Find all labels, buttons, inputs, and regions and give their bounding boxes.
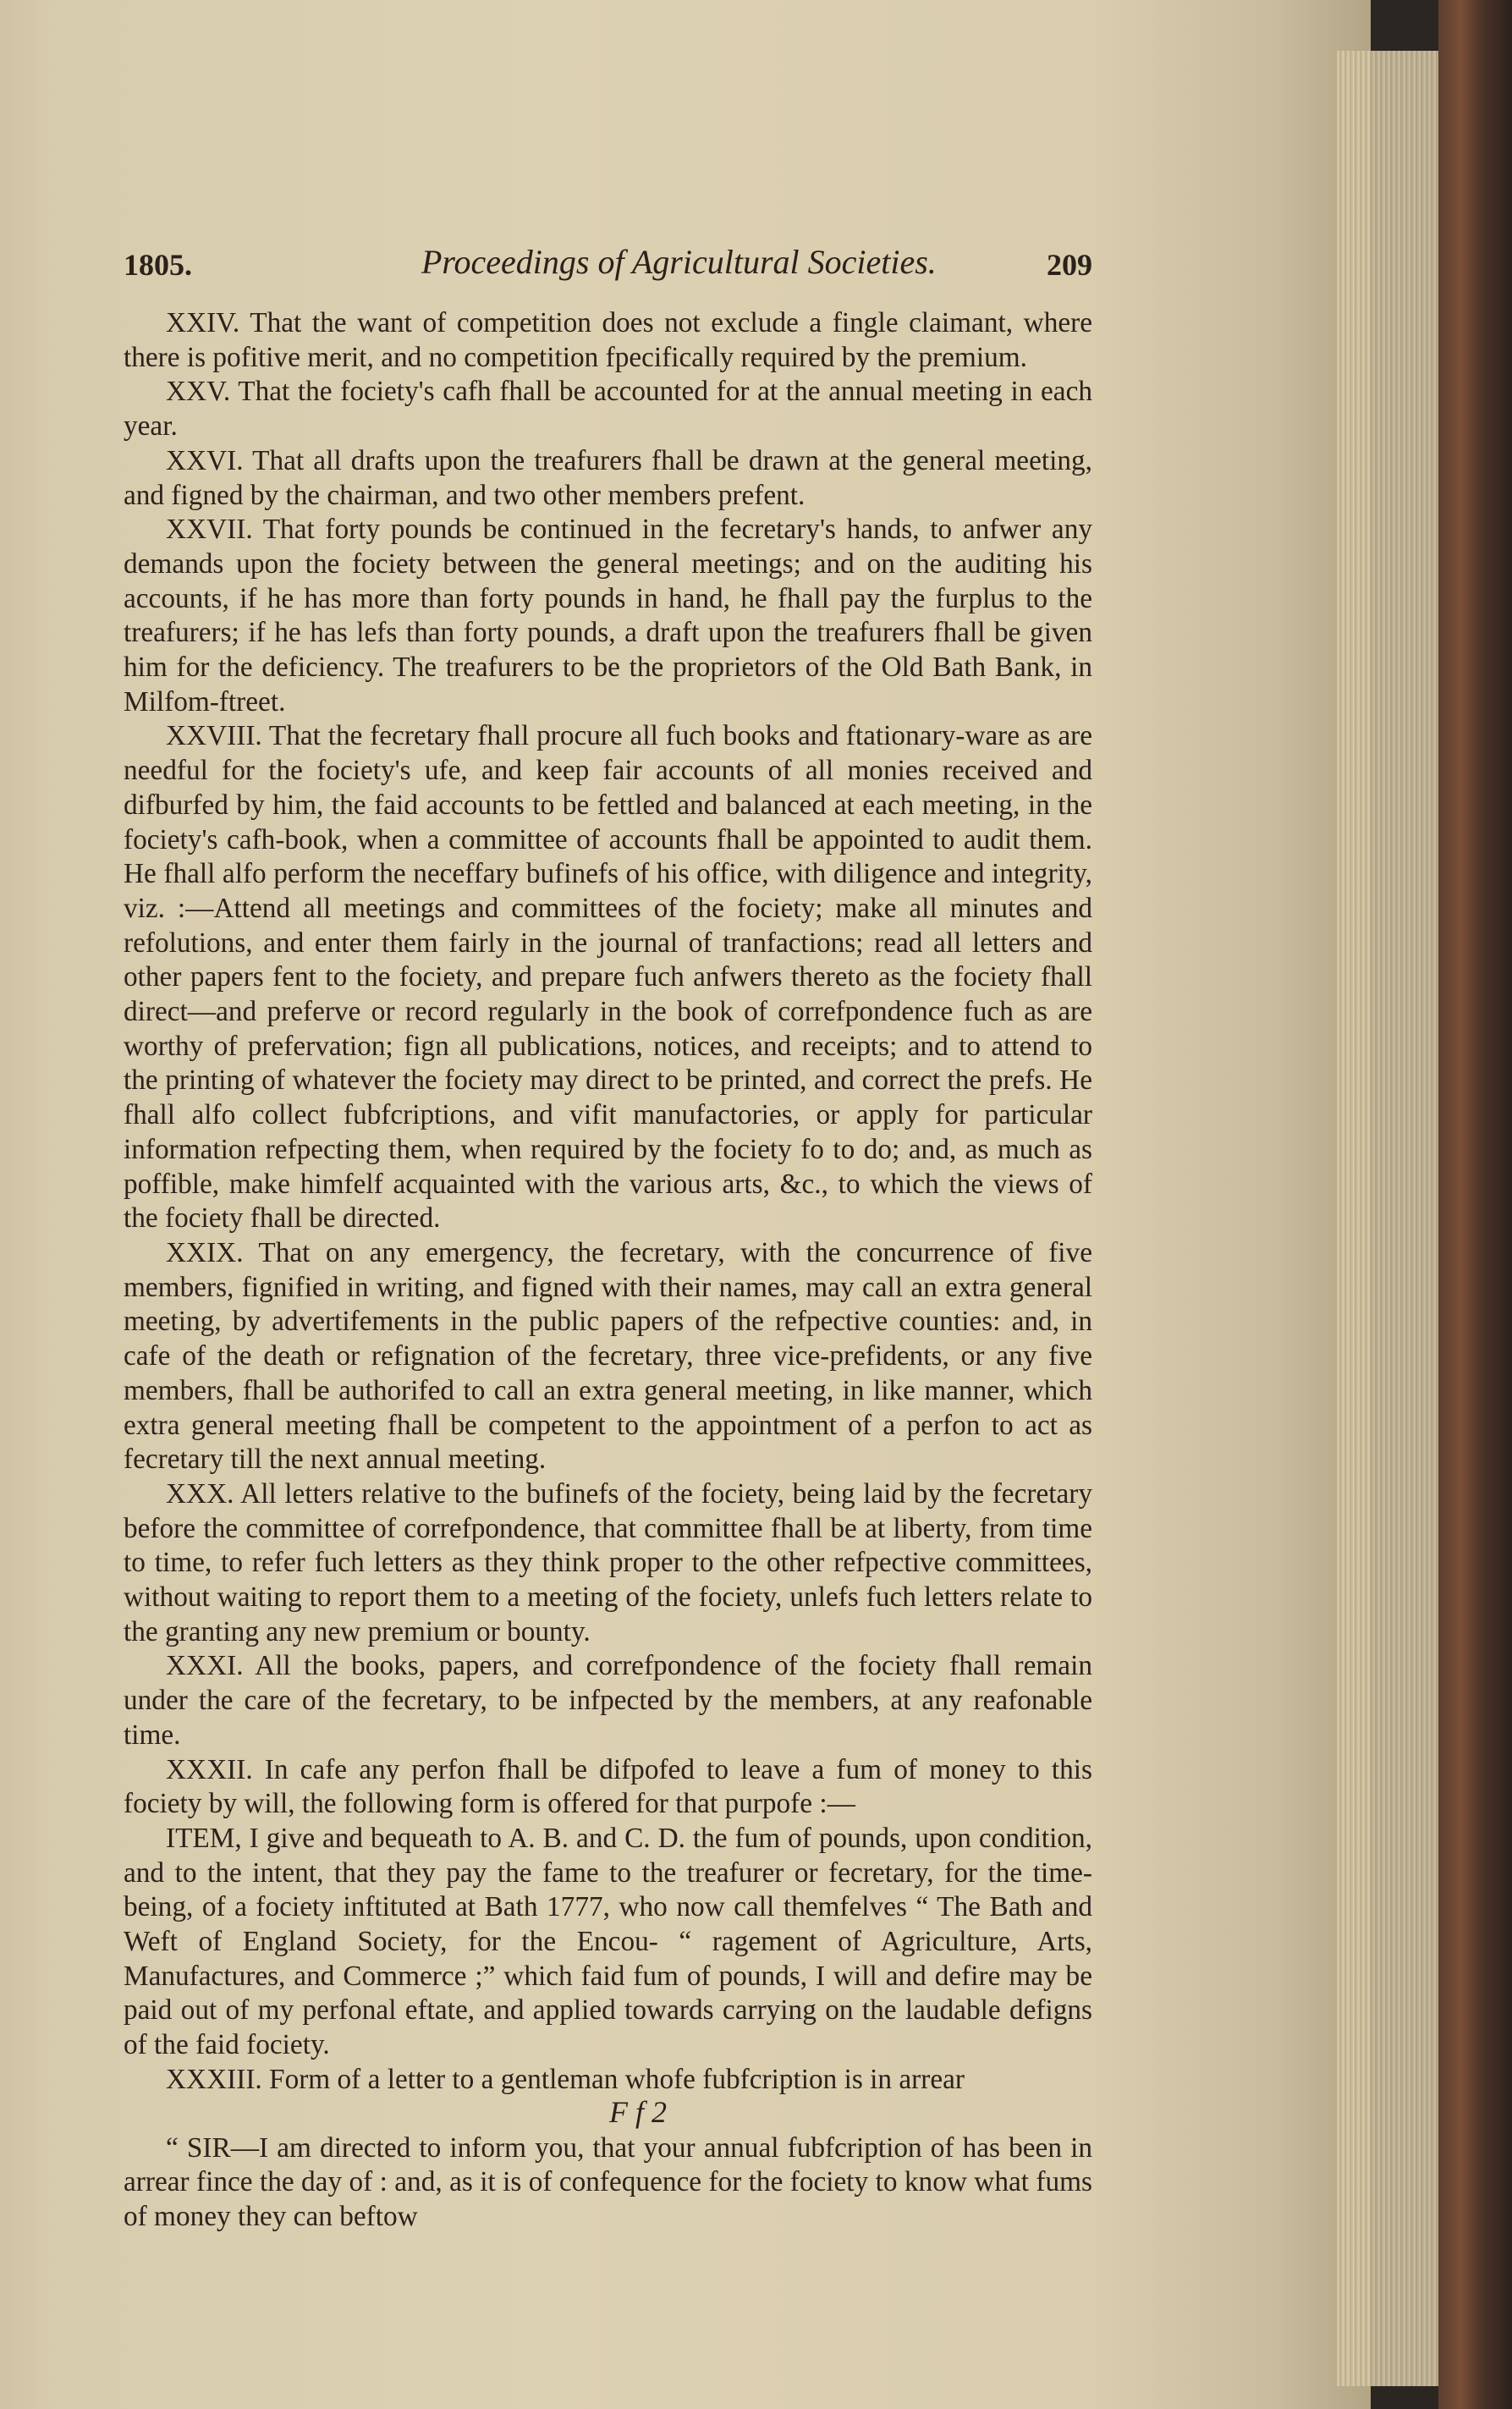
body-text (124, 306, 1092, 2235)
page-number: 209 (1047, 248, 1092, 282)
header-year: 1805. (124, 248, 192, 282)
signature-mark: F f 2 (609, 2095, 667, 2129)
book-binding (1438, 0, 1512, 2409)
paragraph-xxvi: XXVI. That all drafts upon the treafurers fhall be drawn at the general meeting, and figned by the chairman, and two other members prefent. (124, 444, 1092, 511)
running-header (124, 242, 1092, 293)
paragraph-bequest-form: ITEM, I give and bequeath to A. B. and C. D. the fum of pounds, upon condition, and to the intent, that they pay the fame to the treafurer or fecretary, for the time-being, of a fociety inftituted at Bath 1777, who now call themfelves “ The Bath and Weft of England Society, for the Encou- “ ragement of Agriculture, Arts, Manufactures, and Commerce ;” which faid fum of pounds, I will and defire may be paid out of my perfonal eftate, and applied towards carrying on the laudable defigns of the faid fociety. (124, 1822, 1092, 2061)
paragraph-xxiv: XXIV. That the want of competition does not exclude a fingle claimant, where there is pofitive merit, and no competition fpecifically required by the premium. (124, 307, 1092, 373)
paragraph-xxvii: XXVII. That forty pounds be continued in the fecretary's hands, to anfwer any demands upon the fociety between the general meetings; and on the auditing his accounts, if he has more than forty pounds in hand, he fhall pay the furplus to the treafurers; if he has lefs than forty pounds, a draft upon the treafurers fhall be given him for the deficiency. The treafurers to be the proprietors of the Old Bath Bank, in Milfom-ftreet. (124, 514, 1092, 718)
page-edges (1337, 51, 1438, 2386)
paragraph-xxxiii: XXXIII. Form of a letter to a gentleman whofe fubfcription is in arrear (166, 2063, 965, 2095)
paragraph-xxv: XXV. That the fociety's cafh fhall be accounted for at the annual meeting in each year. (124, 376, 1092, 443)
paragraph-xxx: XXX. All letters relative to the bufinefs of the fociety, being laid by the fecretary before the committee of correfpondence, that committee fhall be at liberty, from time to time, to refer fuch letters as they think proper to the other refpective committees, without waiting to report them to a meeting of the fociety, unlefs fuch letters relate to the granting any new premium or bounty. (124, 1477, 1092, 1647)
header-title: Proceedings of Agricultural Societies. (421, 243, 937, 281)
paragraph-xxxii: XXXII. In cafe any perfon fhall be difpofed to leave a fum of money to this fociety by will, the following form is offered for that purpofe :— (124, 1753, 1092, 1820)
paragraph-xxix: XXIX. That on any emergency, the fecretary, with the concurrence of five members, fignified in writing, and figned with their names, may call an extra general meeting, by advertifements in the public papers of the refpective counties: and, in cafe of the death or refignation of the fecretary, three vice-prefidents, or any five members, fhall be authorifed to call an extra general meeting, in like manner, which extra general meeting fhall be competent to the appointment of a perfon to act as fecretary till the next annual meeting. (124, 1236, 1092, 1476)
paragraph-xxxi: XXXI. All the books, papers, and correfpondence of the fociety fhall remain under the care of the fecretary, to be infpected by the members, at any reafonable time. (124, 1650, 1092, 1751)
letter-text: “ SIR—I am directed to inform you, that your annual fubfcription of has been in arrear fince the day of : and, as it is of confequence for the fociety to know what fums of money they can beftow (124, 2131, 1092, 2232)
paragraph-xxviii: XXVIII. That the fecretary fhall procure all fuch books and ftationary-ware as are needful for the fociety's ufe, and keep fair accounts of all monies received and difburfed by him, the faid accounts to be fettled and balanced at each meeting, in the fociety's cafh-book, when a committee of accounts fhall be appointed to audit them. He fhall alfo perform the neceffary bufinefs of his office, with diligence and integrity, viz. :—Attend all meetings and committees of the fociety; make all minutes and refolutions, and enter them fairly in the journal of tranfactions; read all letters and other papers fent to the fociety, and prepare fuch anfwers thereto as the fociety fhall direct—and preferve or record regularly in the book of correfpondence fuch as are worthy of prefervation; fign all publications, notices, and receipts; and to attend to the printing of whatever the fociety may direct to be printed, and correct the prefs. He fhall alfo collect fubfcriptions, and vifit manufactories, or apply for particular information refpecting them, when required by the fociety fo to do; and, as much as poffible, make himfelf acquainted with the various arts, &c., to which the views of the fociety fhall be directed. (124, 720, 1092, 1235)
